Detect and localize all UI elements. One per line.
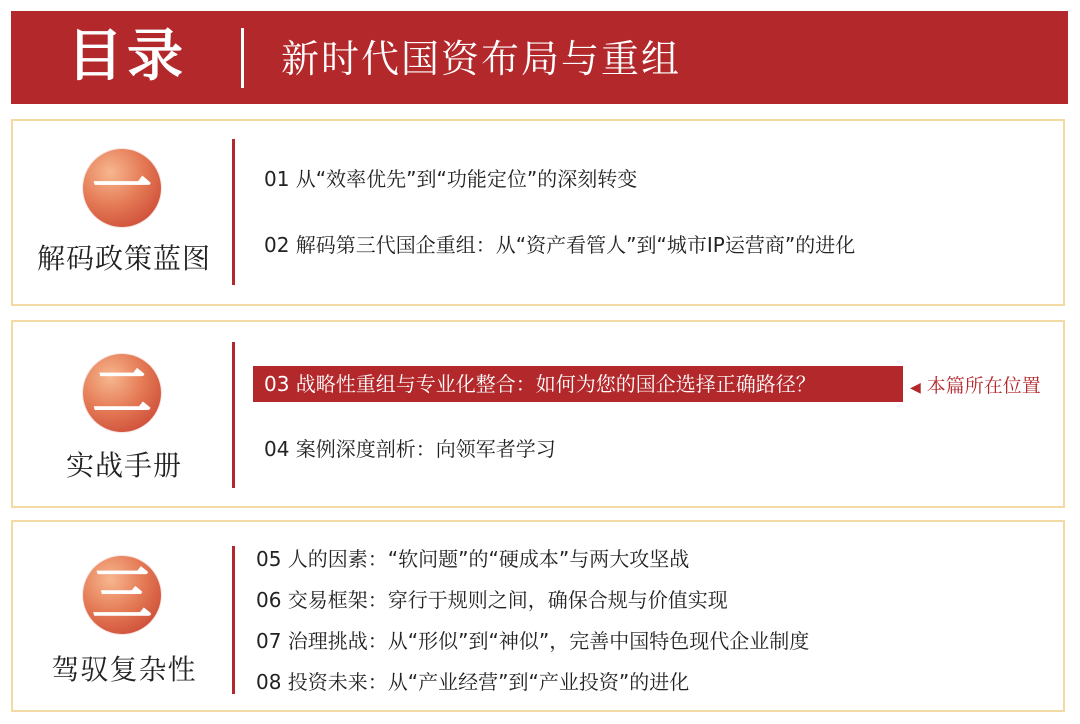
toc-item-08[interactable]: 08 投资未来：从“产业经营”到“产业投资”的进化 [256,670,690,694]
current-item-highlight[interactable] [253,366,903,402]
section-3-label: 驾驭复杂性 [51,653,197,686]
toc-item-07[interactable]: 07 治理挑战：从“形似”到“神似”，完善中国特色现代企业制度 [256,629,810,653]
toc-item-06[interactable]: 06 交易框架：穿行于规则之间，确保合规与价值实现 [256,588,728,612]
current-position-marker [910,371,1041,398]
section-2 [11,320,1065,508]
title-divider [241,28,244,88]
section-1-label: 解码政策蓝图 [36,242,211,275]
section-3 [11,520,1065,712]
toc-item-01[interactable]: 01 从“效率优先”到“功能定位”的深刻转变 [264,167,638,191]
section-1-badge [83,149,161,227]
toc-item-04[interactable]: 04 案例深度剖析：向领军者学习 [264,437,556,461]
section-3-badge [83,556,161,634]
section-2-badge [83,354,161,432]
page-title: 目录 [67,24,187,89]
section-1-divider [232,139,235,285]
section-2-divider [232,342,235,488]
section-3-numeral: 三 [92,560,152,630]
toc-item-02[interactable]: 02 解码第三代国企重组：从“资产看管人”到“城市IP运营商”的进化 [264,233,856,257]
section-2-label: 实战手册 [65,449,182,482]
section-1-numeral: 一 [92,153,152,223]
section-3-divider [232,546,235,694]
toc-item-05[interactable]: 05 人的因素：“软问题”的“硬成本”与两大攻坚战 [256,547,690,571]
current-position-label: 本篇所在位置 [926,375,1041,397]
page-subtitle: 新时代国资布局与重组 [281,37,682,81]
toc-item-03[interactable]: 03 战略性重组与专业化整合：如何为您的国企选择正确路径？ [264,372,816,396]
section-1 [11,119,1065,306]
left-triangle-icon: ◀ [910,380,921,396]
header-banner [11,11,1068,104]
section-2-numeral: 二 [92,358,152,428]
